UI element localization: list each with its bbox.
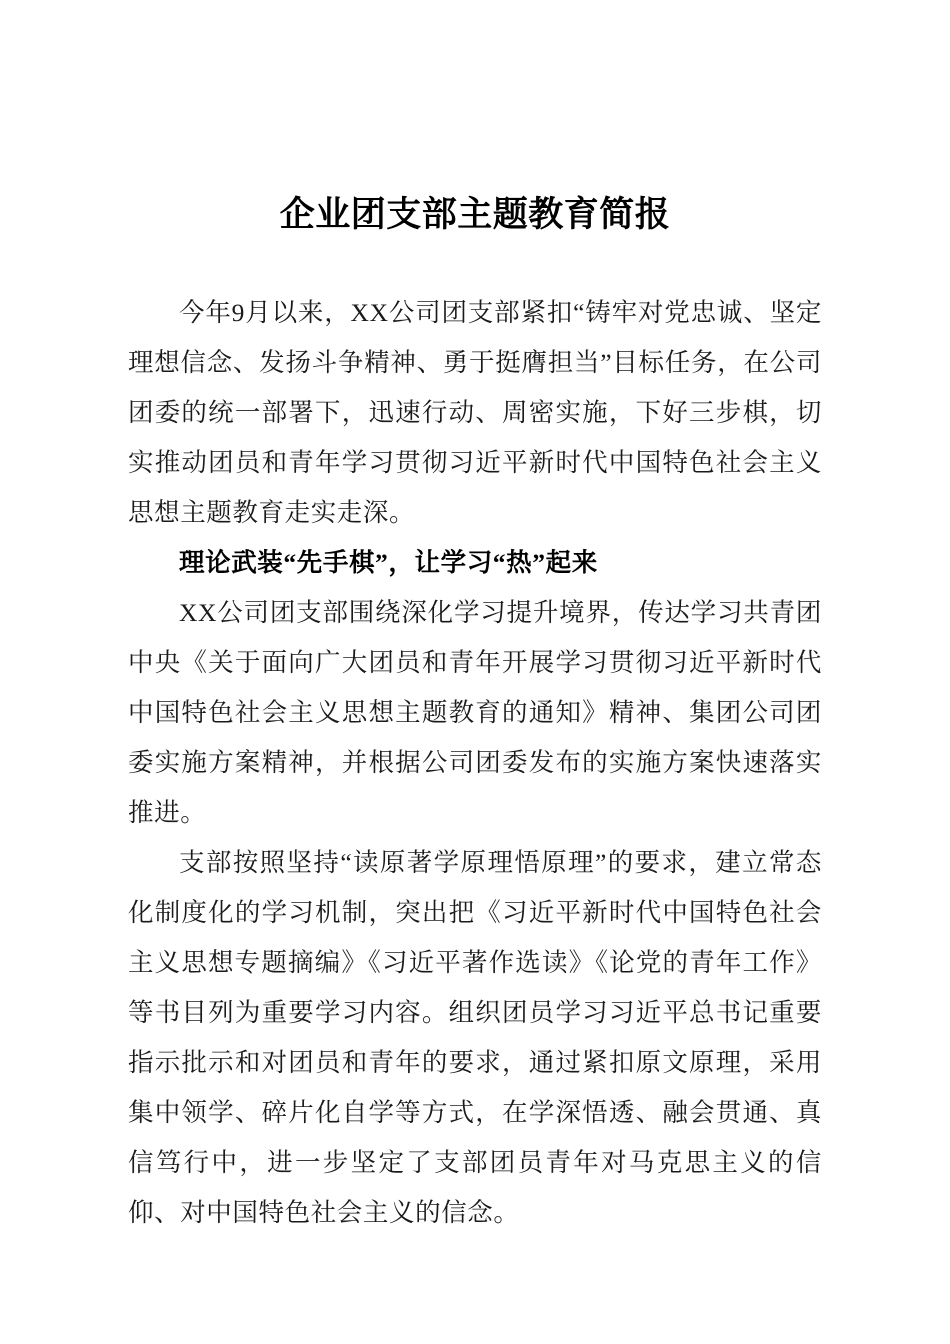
page-title: 企业团支部主题教育简报 [279, 195, 671, 234]
paragraph-intro: 今年9月以来，XX公司团支部紧扣“铸牢对党忠诚、坚定理想信念、发扬斗争精神、勇于挺膺担当”目标任务，在公司团委的统一部署下，迅速行动、周密实施，下好三步棋，切实推动团员和青年学习贯彻习近平新时代中国特色社会主义思想主题教育走实走深。 [128, 298, 822, 527]
subheading-theory: 理论武装“先手棋”，让学习“热”起来 [179, 548, 598, 577]
paragraph-study-mechanism: 支部按照坚持“读原著学原理悟原理”的要求，建立常态化制度化的学习机制，突出把《习近平新时代中国特色社会主义思想专题摘编》《习近平著作选读》《论党的青年工作》等书目列为重要学习内容。组织团员学习习近平总书记重要指示批示和对团员和青年的要求，通过紧扣原文原理，采用集中领学、碎片化自学等方式，在学深悟透、融会贯通、真信笃行中，进一步坚定了支部团员青年对马克思主义的信仰、对中国特色社会主义的信念。 [128, 848, 822, 1227]
document-content-flow [128, 288, 822, 1238]
paragraph-study-notice: XX公司团支部围绕深化学习提升境界，传达学习共青团中央《关于面向广大团员和青年开展学习贯彻习近平新时代中国特色社会主义思想主题教育的通知》精神、集团公司团委实施方案精神，并根据公司团委发布的实施方案快速落实推进。 [128, 598, 822, 827]
